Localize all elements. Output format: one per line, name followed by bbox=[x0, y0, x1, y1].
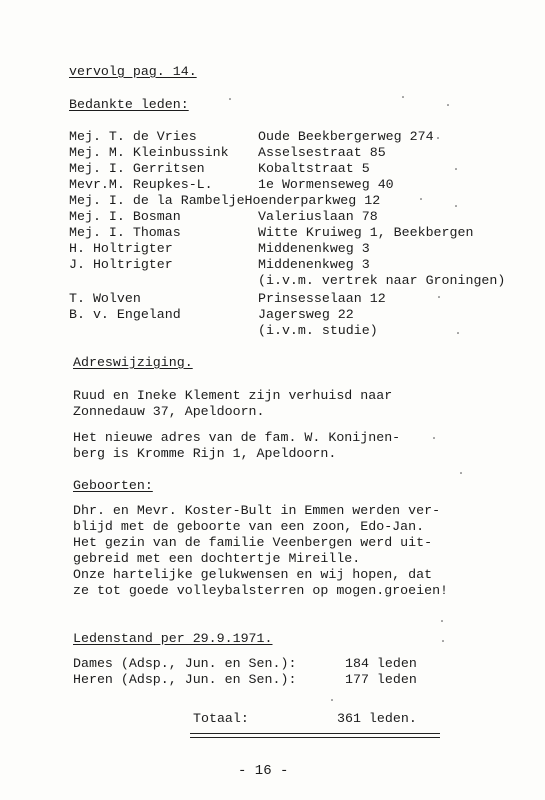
member-name: Mej. I. Thomas bbox=[69, 225, 181, 240]
member-address: Asselsestraat 85 bbox=[258, 145, 386, 160]
member-address: Middenenkweg 3 bbox=[258, 257, 370, 272]
member-address: Jagersweg 22 bbox=[258, 307, 354, 322]
member-name: H. Holtrigter bbox=[69, 241, 173, 256]
member-address: Kobaltstraat 5 bbox=[258, 161, 370, 176]
ledenstand-count: 184 leden bbox=[345, 656, 417, 671]
paragraph-line: Onze hartelijke gelukwensen en wij hopen, dat bbox=[73, 567, 433, 582]
paragraph-line: gebreid met een dochtertje Mireille. bbox=[73, 551, 361, 566]
adreswijziging-heading: Adreswijziging. bbox=[73, 355, 193, 370]
paragraph-line: Ruud en Ineke Klement zijn verhuisd naar bbox=[73, 388, 393, 403]
member-address: (i.v.m. vertrek naar Groningen) bbox=[258, 273, 506, 288]
total-count: 361 leden. bbox=[337, 711, 417, 726]
member-address: 1e Wormenseweg 40 bbox=[258, 177, 394, 192]
member-address: Valeriuslaan 78 bbox=[258, 209, 378, 224]
member-name: Mej. M. Kleinbussink bbox=[69, 145, 229, 160]
ledenstand-heading: Ledenstand per 29.9.1971. bbox=[73, 631, 273, 646]
member-name: Mej. I. Gerritsen bbox=[69, 161, 205, 176]
member-name: Mevr.M. Reupkes-L. bbox=[69, 177, 213, 192]
paragraph-line: Het nieuwe adres van de fam. W. Konijnen- bbox=[73, 430, 401, 445]
member-name: B. v. Engeland bbox=[69, 307, 181, 322]
bedankte-heading: Bedankte leden: bbox=[69, 97, 189, 112]
member-name: Mej. T. de Vries bbox=[69, 129, 197, 144]
continued-note: vervolg pag. 14. bbox=[69, 64, 197, 79]
paragraph-line: berg is Kromme Rijn 1, Apeldoorn. bbox=[73, 446, 337, 461]
ledenstand-label: Dames (Adsp., Jun. en Sen.): bbox=[73, 656, 297, 671]
member-address: (i.v.m. studie) bbox=[258, 323, 378, 338]
geboorten-heading: Geboorten: bbox=[73, 478, 153, 493]
paragraph-line: Dhr. en Mevr. Koster-Bult in Emmen werden ver- bbox=[73, 503, 441, 518]
member-name: Mej. I. Bosman bbox=[69, 209, 181, 224]
ledenstand-count: 177 leden bbox=[345, 672, 417, 687]
total-double-rule-top bbox=[190, 733, 440, 734]
page-number: - 16 - bbox=[238, 763, 289, 779]
paragraph-line: ze tot goede volleybalsterren op mogen.groeien! bbox=[73, 583, 449, 598]
member-name: J. Holtrigter bbox=[69, 257, 173, 272]
member-address: Witte Kruiweg 1, Beekbergen bbox=[258, 225, 474, 240]
member-address: Oude Beekbergerweg 274 bbox=[258, 129, 434, 144]
member-name: T. Wolven bbox=[69, 291, 141, 306]
ledenstand-label: Heren (Adsp., Jun. en Sen.): bbox=[73, 672, 297, 687]
paragraph-line: blijd met de geboorte van een zoon, Edo-Jan. bbox=[73, 519, 425, 534]
member-address: Middenenkweg 3 bbox=[258, 241, 370, 256]
total-double-rule-bottom bbox=[190, 737, 440, 738]
total-label: Totaal: bbox=[193, 711, 249, 726]
paragraph-line: Het gezin van de familie Veenbergen werd uit- bbox=[73, 535, 433, 550]
paragraph-line: Zonnedauw 37, Apeldoorn. bbox=[73, 404, 265, 419]
member-name: Mej. I. de la RambeljeHoenderparkweg 12 bbox=[69, 193, 381, 208]
member-address: Prinsesselaan 12 bbox=[258, 291, 386, 306]
